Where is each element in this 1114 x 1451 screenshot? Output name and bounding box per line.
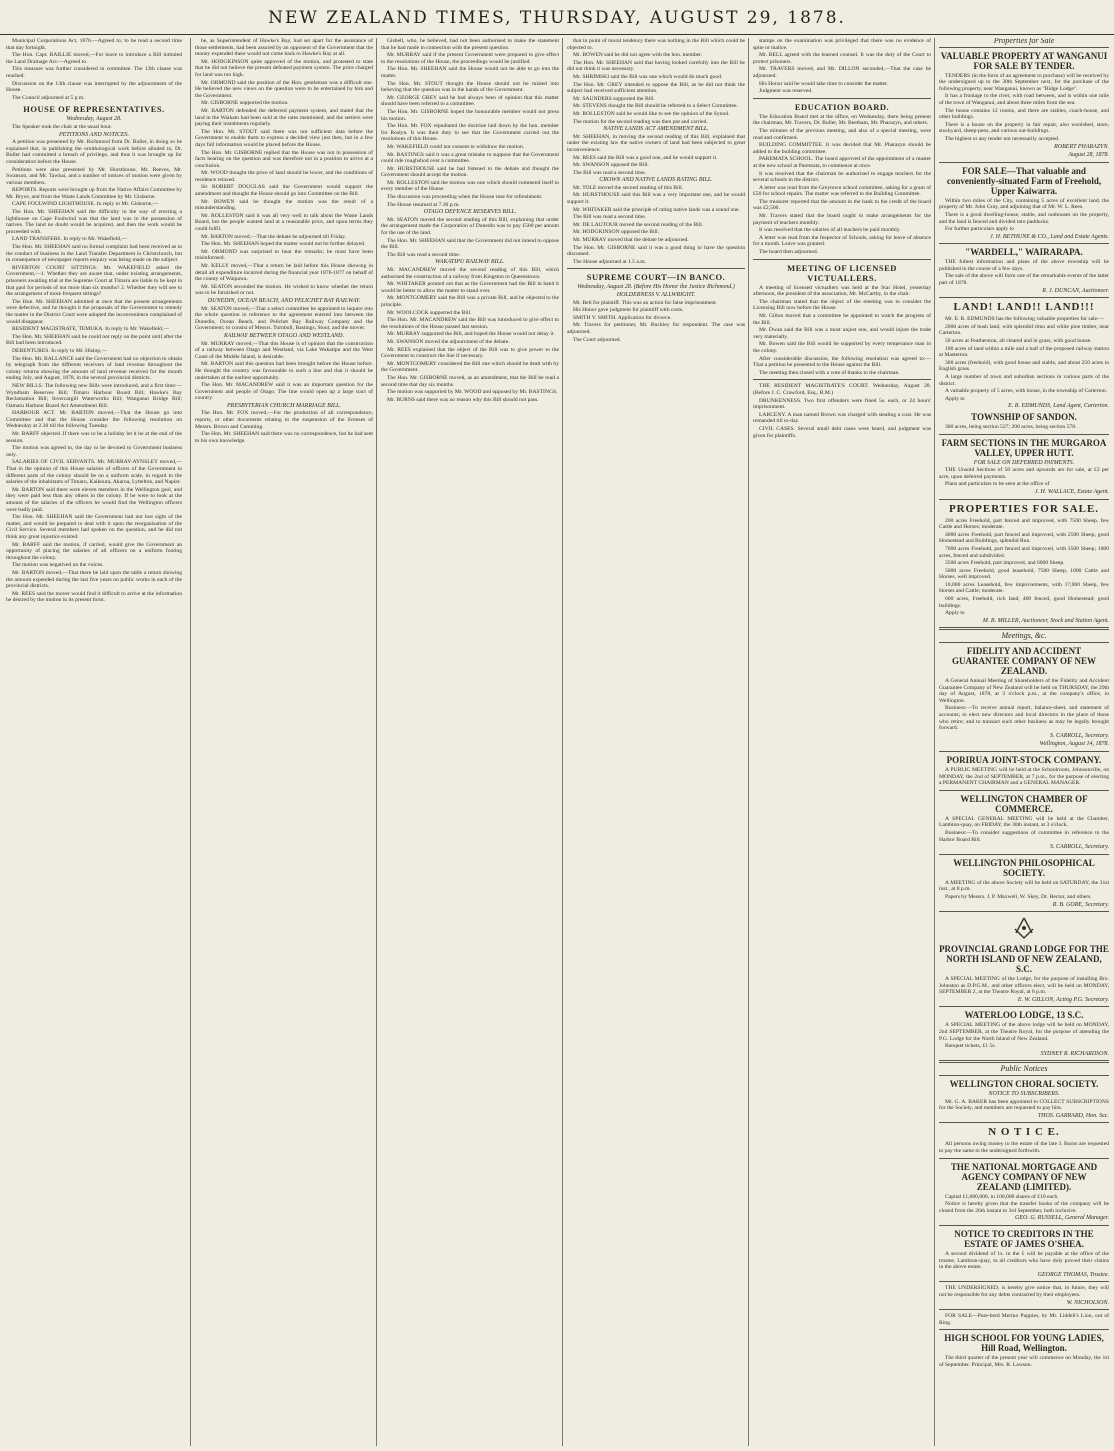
article-paragraph: His Honor said he would take time to consider the matter. [759, 80, 889, 87]
article-paragraph: The Hon. Mr. STOUT thought the House should not be misled into believing that the question was in the hands of the Government. [381, 80, 559, 94]
article-paragraph: Mr. WOOLCOCK supported the Bill. [387, 309, 472, 316]
ad-signature: W. NICHOLSON. [1066, 1299, 1109, 1306]
article-paragraph: Mr. Dwan said the Bill was a most unjust one, and would injure the trade very materially. [753, 327, 931, 340]
ad-text: There is a good dwelling-house, stable, and outhouses on the property, and the land is fenced and divided into paddocks. [939, 211, 1109, 225]
article-paragraph: The Speaker took the chair at the usual hour. [12, 123, 112, 130]
subsection-heading: PRESBYTERIAN CHURCH MARRIAGE BILL. [227, 402, 341, 409]
article-paragraph: PAREMATA SCHOOL. The board approved of the appointment of a master at the new school at Paremata, to commence at once. [753, 156, 931, 169]
ad-text: Apply to [945, 610, 965, 617]
ad-text: 600 acres, Freehold, rich land, 400 fenced, good Homestead; good buildings. [939, 596, 1109, 609]
ad-text: FOR SALE—Pure-bred Merino Puppies, by Mr. Liddell's Lion, out of Ring. [939, 1313, 1109, 1326]
ad-signature: R. J. DUNCAN, Auctioneer. [1042, 287, 1109, 294]
article-paragraph: A meeting of licensed victuallers was held at the Star Hotel, yesterday afternoon, the president of the association, Mr. McCarthy, in the chair. [753, 284, 931, 298]
article-paragraph: The motion was supported by Mr. WOOD and opposed by Mr. BASTINGS. [387, 389, 558, 396]
ad-title: TOWNSHIP OF SANDON. [971, 411, 1077, 422]
column-2 [190, 38, 377, 1446]
divider [939, 434, 1109, 435]
article-paragraph: Mr. KELLY moved,—That a return be laid before this House showing in detail all expenditure incurred during the financial year 1876-1877 on behalf of the county of Waipawa. [195, 263, 373, 283]
masonic-emblem-icon [1011, 915, 1037, 941]
article-paragraph: CAPE FOULWIND LIGHTHOUSE. In reply to Mr. Gisborne,— [12, 201, 159, 208]
divider [939, 1122, 1109, 1123]
article-paragraph: Mr. SEATON seconded the motion. He wished to know whether the return was to be furnished or not. [195, 283, 373, 297]
article-paragraph: Mr. BOWEN said he did not agree with the hon. member. [573, 52, 703, 59]
article-paragraph: Mr. MACANDREW moved the second reading of this Bill, which authorised the construction of a railway from Kingston to Queenstown. [381, 267, 559, 280]
article-paragraph: The Hon. Mr. GISBORNE hoped the honourable member would not press his motion. [381, 108, 559, 122]
subsection-heading: WAKATIPU RAILWAY BILL. [435, 259, 505, 266]
article-paragraph: Mr. MONTGOMERY considered the Bill one which should be dealt with by the Government. [381, 360, 559, 374]
ad-text: The third quarter of the present year will commence on Monday, the 1st of September. Principal, Mrs. R. Lawson. [939, 1355, 1109, 1368]
article-paragraph: Mr. TRAVERS moved, and Mr. DILLON seconded,—That the case be adjourned. [753, 66, 931, 79]
divider [939, 499, 1109, 500]
article-paragraph: The Bill was read a second time. [387, 251, 461, 258]
article-paragraph: Mr. Travers stated that the board ought to make arrangements for the payment of teachers monthly. [753, 213, 931, 226]
article-paragraph: The Hon. Mr. SHEEHAN said there was no correspondence, but he had sent to his own knowledge. [195, 431, 373, 444]
article-paragraph: Mr. ROLLESTON said the motion was one which should commend itself to every member of the House. [381, 179, 559, 193]
subsection-heading: DUNEDIN, OCEAN BEACH, AND PELICHET BAY RAILWAY. [207, 297, 361, 304]
ad-text: A large number of town and suburban sections in various parts of the district. [939, 374, 1109, 387]
article-paragraph: The Hon. Mr. SHEEHAN said he could not reply on the point until after the Bill had been introduced. [6, 333, 182, 347]
article-paragraph: that in point of moral tendency there was nothing in the Bill which could be objected to. [567, 38, 745, 51]
divider [939, 790, 1109, 791]
divider [939, 1329, 1109, 1330]
article-paragraph: The Hon. Mr. SHEEHAN said that the Government did not intend to oppose the Bill. [381, 237, 559, 251]
article-paragraph: Mr. ORMOND said the position of the Hon. gentleman was a difficult one. He believed the new views on the question were to be entertained by him and the Government. [195, 79, 373, 99]
article-paragraph: The motion was negatived on the voices. [12, 562, 104, 569]
ad-text: 5000 acres Freehold, good leasehold, 7500 Sheep, 1000 Cattle and Horses, well improved. [939, 567, 1109, 581]
article-paragraph: The meeting then closed with a vote of thanks to the chairman. [759, 369, 900, 376]
article-paragraph: Mr. DE LAUTOUR moved the second reading of the Bill. [573, 221, 704, 228]
ads-section-heading: Properties for Sale [939, 38, 1109, 48]
ad-title: FOR SALE—That valuable and conveniently-situated Farm of Freehold, Upper Kaiwarra. [946, 165, 1102, 196]
ad-signature: S. CARROLL, Secretary. [1050, 732, 1109, 739]
ad-text: A valuable property of 5 acres, with house, in the township of Carterton. [945, 388, 1108, 395]
ad-title: THE NATIONAL MORTGAGE AND AGENCY COMPANY OF NEW ZEALAND (LIMITED). [950, 1161, 1098, 1192]
divider [939, 162, 1109, 163]
article-paragraph: SALARIES OF CIVIL SERVANTS. Mr. MURRAY-AYNSLEY moved,—That in the opinion of this House salaries of officers of the Government in different parts of the colony should be on a uniform scale, in regard to the salaries of the inhabitants of Timaru, Kaikoura, Akaroa, Lyttelton, and Napier. [6, 459, 182, 486]
ad-text: Capital £1,000,000, in 100,000 shares of £10 each. [945, 1193, 1059, 1200]
article-paragraph: Mr. SEATON moved the second reading of this Bill, explaining that under the arrangement made the Corporation of Dunedin was to pay £500 per annum for the use of the land. [381, 216, 559, 237]
article-paragraph: The Hon. Mr. SHEEHAN admitted at once that the present arrangements were defective, and he thought it the proposals of the Government to remedy the matter in the District Court were adopted the inconvenience complained of would disappear. [6, 298, 182, 325]
ad-text: Within two miles of the City, containing 5 acres of excellent land, the property of Mr. John Gray, and adjoining that of Mr. W. L. Rees. [939, 197, 1109, 211]
article-paragraph: The minutes of the previous meeting, and also of a special meeting, were read and confirmed. [753, 127, 931, 141]
ad-title: WELLINGTON PHILOSOPHICAL SOCIETY. [953, 857, 1095, 878]
ad-signature: E. R. EDMUNDS, Land Agent, Carterton. [1008, 403, 1109, 410]
divider [753, 98, 931, 99]
ad-title: NOTICE TO CREDITORS IN THE ESTATE OF JAMES O'SHEA. [954, 1228, 1094, 1249]
article-paragraph: The Hon. Mr. SHEEHAN said that having looked carefully into the Bill he did not think it was necessary. [567, 59, 745, 73]
article-paragraph: The motion for the second reading was then put and carried. [573, 118, 708, 125]
ad-title: PROPERTIES FOR SALE. [948, 502, 1100, 515]
ad-title: PORIRUA JOINT-STOCK COMPANY. [946, 754, 1102, 765]
article-paragraph: Mr. HURSTHOUSE said this Bill was a very important one, and he would support it. [567, 192, 745, 206]
article-paragraph: Mr. BARTON defended the deferred payment system, and stated that the land in the Waikato had been sold at the rates mentioned, and the settlers were paying their instalments regularly. [195, 107, 373, 128]
article-paragraph: Mr. STEVENS thought the Bill should be referred to a Select Committee. [573, 103, 738, 110]
article-paragraph: Mr. Bell for plaintiff. This was an action for false imprisonment. [573, 299, 718, 306]
article-paragraph: A letter was read from the Greytown school committee, asking for a grant of £50 for school repairs. The matter was referred to the Building Committee. [753, 184, 931, 198]
article-paragraph: The Court adjourned. [573, 336, 622, 343]
ad-text: Banquet tickets, £1 5s. [945, 1043, 996, 1050]
article-paragraph: BUILDING COMMITTEE. It was decided that Mr. Pharazyn should be added to the building committee. [753, 142, 931, 155]
article-paragraph: Mr. BARTON moved,—That the debate be adjourned till Friday. [201, 233, 347, 240]
ad-text: A SPECIAL MEETING of the Lodge, for the purpose of installing Bro. Johnston as D.P.G.M., and other officers elect, will be held on MONDAY, SEPTEMBER 2, at the Theatre Royal, at 8 p.m. [939, 976, 1109, 996]
article-paragraph: The Hon. Mr. STOUT said there was not sufficient data before the Government to enable them to express a decided view just then, but in a few days full information would be placed before the House. [195, 128, 373, 148]
ad-text: 2000 acres of bush land, with splendid rimu and white pine timber, near Carterton. [939, 323, 1109, 337]
ad-text: THE fullest information and plans of the above township will be published in the course of a few days. [939, 259, 1109, 272]
ad-signature: ROBERT PHARAZYN. [1054, 143, 1109, 150]
article-paragraph: REPORTS. Reports were brought up from the Native Affairs Committee by Mr. Bryce, and from the Waste Lands Committee by Mr. Gisborne. [6, 187, 182, 200]
subsection-heading: OTAGO DEFENCE RESERVES BILL. [423, 209, 517, 216]
subsection-heading: PETITIONS AND NOTICES. [58, 131, 130, 138]
divider [939, 1225, 1109, 1226]
ad-text: 50 acres at Featherston, all cleared and in grass, with good house. [945, 338, 1092, 345]
article-paragraph: Mr. ROLLESTON said it was all very well to talk about the Waste Lands Board, but the people wanted land at a reasonable price, and upon terms they could fulfil. [195, 212, 373, 233]
article-paragraph: Mr. Bowen said the Bill would be supported by every temperance man in the colony. [753, 341, 931, 354]
ad-text: THE Unsold Sections of 50 acres and upwards are for sale, at £2 per acre, upon deferred payments. [939, 467, 1109, 480]
ad-text: A MEETING of the above Society will be held on SATURDAY, the 31st inst., at 8 p.m. [939, 879, 1109, 893]
article-paragraph: A petition was presented by Mr. Richmond from Dr. Buller, in doing so he explained that, in publishing the ornithological work before alluded to, Dr. Buller had committed a breach of privilege, and thus it was brought up for consideration before the House. [6, 139, 182, 165]
ad-date: August 28, 1878. [1068, 152, 1109, 159]
article-paragraph: Mr. WHITAKER said the principle of rating native lands was a sound one. [573, 206, 740, 213]
divider [939, 1060, 1109, 1063]
ad-text: There is a house on the property in fair repair, also woolshed, store, stockyard, sheep-pens, and various out-buildings. [939, 121, 1109, 135]
article-paragraph: Mr. TOLE moved the second reading of this Bill. [573, 184, 684, 191]
divider [753, 259, 931, 260]
article-paragraph: stamps on the examination was privileged that there was no evidence of spite or malice. [753, 38, 931, 51]
ad-signature: THOS. GARRARD, Hon. Sec. [1037, 1112, 1109, 1119]
article-paragraph: Judgment was reserved. [759, 88, 813, 95]
ad-text: 200 acres Freehold, part fenced and improved, with 7500 Sheep, few Cattle and Horses; moderate. [939, 517, 1109, 531]
article-paragraph: Mr. BARTON moved,—That there be laid upon the table a return showing the amount expended during the last five years on public works in each of the provincial districts. [6, 569, 182, 590]
article-paragraph: Mr. HODGKINSON opposed the Bill. [573, 229, 660, 236]
article-paragraph: The Hon. Mr. FOX repudiated the doctrine laid down by the hon. member for Roslyn. It was their duty to see that the Government carried out the resolutions of this House. [381, 123, 559, 143]
ad-text: A SPECIAL GENERAL MEETING will be held at the Chamber, Lambton-quay, on FRIDAY, the 30th instant, at 3 o'clock. [939, 815, 1109, 829]
ad-text: Business:—To consider suggestions of committee in reference to the Harbor Board Bill. [939, 829, 1109, 843]
article-paragraph: The Hon. Mr. SHEEHAN said no formal complaint had been received as to the conduct of business in the Land Transfer Department in Christchurch, but in consequence of newspaper reports enquiry was being made on the subject. [6, 244, 182, 264]
article-paragraph: The Hon. Mr. GISBORNE replied that the House was not in possession of facts bearing on the question and was therefore not in a position to arrive at a conclusion. [195, 149, 373, 169]
ad-text: TENDERS (in the form of an agreement to purchase) will be received by the undersigned up to the 30th September next, for the purchase of the following property, near Wanganui, known as "Ridge Lodge". [939, 72, 1109, 92]
section-heading: EDUCATION BOARD. [794, 101, 890, 112]
article-paragraph: The Council adjourned at 5 p.m. [12, 94, 85, 101]
article-paragraph: Mr. GISBORNE supported the motion. [201, 100, 289, 107]
newspaper-columns [6, 38, 1108, 1446]
article-paragraph: NEW BILLS. The following new Bills were introduced, and a first time:—Wyndham Reserves Bill; Timaru Harbour Board Bill; Hawke's Bay Reclamation Bill; Invercargill Waterworks Bill; Wanganui Bridge Bill; Oamaru Harbour Board Act Amendment Bill. [6, 382, 182, 409]
article-paragraph: Mr. HODGKINSON quite approved of the motion, and protested to state that he did not believe the present defeated payment system. The price charged for land was too high. [195, 58, 373, 78]
column-6-advertisements [934, 38, 1109, 1446]
article-paragraph: The House adjourned at 1.5 a.m. [573, 258, 647, 265]
article-paragraph: The Hon. Mr. BALLANCE said the Government had no objection to obtain by telegraph from the different receivers of land revenue throughout the colony returns showing the amount of land revenue received for the month ending July, and August, 1878, in the several provincial districts. [6, 355, 182, 382]
ad-text: 300 acres (freehold), with good house and stable, and about 250 acres in English grass. [939, 359, 1109, 373]
article-paragraph: Municipal Corporations Act, 1876.—Agreed to; to be read a second time that day fortnight. [6, 38, 182, 51]
article-paragraph: Mr. MONTGOMERY said the Bill was a private Bill, and he objected to the principle. [381, 295, 559, 308]
ad-text: 7000 acres Freehold, part fenced and improved, with 3500 Sheep; 1000 acres, fenced and subdivided. [939, 545, 1109, 559]
article-paragraph: SMITH V. SMITH. Application for divorce. [573, 314, 672, 321]
article-paragraph: Sir ROBERT DOUGLAS said the Government would support the amendment and thought the House should go into Committee on the Bill. [195, 184, 373, 198]
divider [939, 243, 1109, 244]
ad-signature: R. B. GORE, Secretary. [1052, 901, 1109, 908]
article-paragraph: The Hon. Mr. MACANDREW said the Bill was introduced to give effect to the resolutions of the House passed last session. [381, 317, 559, 330]
section-date: Wednesday, August 28. [66, 116, 122, 123]
column-3 [376, 38, 563, 1446]
ad-text: It has a frontage to the river, with road between, and is within one mile of the town of Wanganui, and about three miles from the sea. [939, 93, 1109, 106]
masthead [0, 0, 1114, 35]
article-paragraph: The Hon. Mr. GISBORNE moved, as an amendment, that the Bill be read a second time that day six months. [381, 374, 559, 388]
article-paragraph: The Hon. Mr. SHEEHAN said the House would not be able to go into the matter. [381, 66, 559, 79]
case-heading: HOLDERNESS V. ALLWRIGHT. [616, 292, 696, 298]
divider [939, 1309, 1109, 1310]
article-paragraph: A letter was read from the Inspector of Schools, asking for leave of absence for a month. Leave was granted. [753, 234, 931, 248]
ad-text: 3500 acres Freehold, part improved, and 6000 Sheep. [945, 560, 1065, 567]
ad-title: WATERLOO LODGE, 13 S.C. [964, 1010, 1084, 1021]
article-paragraph: Mr. ORMOND was surprised to hear the remarks; he must have been misinformed. [195, 248, 373, 262]
article-paragraph: Mr. HURSTHOUSE said he had listened to the debate and thought the Government should accept the motion. [381, 165, 559, 179]
subsection-heading: NATIVE LANDS ACT AMENDMENT BILL. [603, 126, 709, 133]
article-paragraph: Mr. SHEEHAN, in moving the second reading of this Bill, explained that under the existing law the native owners of land had been subjected to great inconvenience. [567, 133, 745, 153]
divider [939, 854, 1109, 855]
article-paragraph: Petitions were also presented by Mr. Hursthouse, Mr. Reeves, Mr. Swanson, and Mr. Tawhai, and a number of notices of motion were given by various members. [6, 166, 182, 186]
ad-subtitle: NOTICE TO SUBSCRIBERS. [988, 1091, 1060, 1098]
article-paragraph: The Hon. Mr. GREY intended to oppose the Bill, as he did not think the subject had received sufficient attention. [567, 81, 745, 95]
ad-text: For further particulars apply to [945, 226, 1014, 233]
ad-title: WELLINGTON CHAMBER OF COMMERCE. [960, 793, 1088, 814]
ad-text: Business:—To receive annual report, balance-sheet, and statement of accounts; to elect new directors and local directors in the place of those who retire; and to transact such other business as may be legally brought forward. [939, 705, 1109, 732]
ad-text: A second dividend of 1s. in the £ will be payable at the office of the trustee, Lambton-quay, to all creditors who have duly proved their claims in the above estate. [939, 1250, 1109, 1271]
article-paragraph: Mr. Gillon moved that a committee be appointed to watch the progress of the Bill. [753, 313, 931, 326]
article-paragraph: LARCENY. A man named Brown was charged with stealing a coat. He was remanded till to-day. [753, 411, 931, 425]
ad-text: A General Annual Meeting of Shareholders of the Fidelity and Accident Guarantee Company of New Zealand will be held on THURSDAY, the 29th day of August, 1878, at 3 o'clock p.m., at the company's office, in Wellington. [939, 678, 1109, 704]
article-paragraph: The discussion was proceeding when the House rose for refreshment. [387, 194, 543, 201]
article-paragraph: Mr. BARTON said there were eleven members in the Wellington gaol, and they were paid less than any others in the colony. If he were to look at the amount of the salaries of the officers he would find the Wellington officers were badly paid. [6, 486, 182, 513]
article-paragraph: After considerable discussion, the following resolution was agreed to:—That a petition be presented to the House against the Bill. [753, 355, 931, 369]
article-paragraph: he, as Superintendent of Hawke's Bay, had set apart for the assistance of those settlements, had been assured by an opponent of the Government that the money expended there would not come back to Hawke's Bay at all. [195, 38, 373, 58]
article-paragraph: The Hon. Mr. GISBORNE said it was a good thing to have the question discussed. [567, 244, 745, 258]
article-paragraph: The Hon. Mr. SHEEHAN hoped the matter would not be further delayed. [201, 241, 366, 248]
divider [939, 627, 1109, 630]
newspaper-title: NEW ZEALAND TIMES, THURSDAY, AUGUST 29, 1878. [268, 8, 846, 28]
column-5 [748, 38, 935, 1446]
article-paragraph: LAND TRANSFERS. In reply to Mr. Wakefield,— [12, 236, 128, 243]
ad-signature: GEORGE THOMAS, Trustee. [1037, 1271, 1109, 1278]
section-heading: SUPREME COURT—IN BANCO. [586, 272, 726, 283]
ad-subtitle: FOR SALE ON DEFERRED PAYMENTS. [973, 459, 1075, 466]
article-paragraph: Mr. REES said the mover would find it difficult to arrive at the information he desired by the motion in its present form. [6, 590, 182, 604]
article-paragraph: The chairman stated that the object of the meeting was to consider the Licensing Bill now before the House. [753, 298, 931, 312]
article-paragraph: Mr. GEORGE GREY said he had always been of opinion that this matter should have been referred to a committee. [381, 94, 559, 108]
article-paragraph: The treasurer reported that the amount in the bank to the credit of the board was £2,500. [753, 198, 931, 212]
article-paragraph: The board then adjourned. [759, 249, 819, 256]
ad-title: VALUABLE PROPERTY AT WANGANUI FOR SALE BY TENDER. [940, 50, 1108, 71]
ad-text: A SPECIAL MEETING of the above lodge will be held on MONDAY, 2nd SEPTEMBER, at the Theatre Royal, for the purpose of attending the P.G. Lodge for the North Island of New Zealand. [939, 1022, 1109, 1042]
meetings-section-heading: Meetings, &c. [939, 633, 1109, 643]
article-paragraph: Mr. MURRAY supported the Bill, and hoped the House would not delay it. [387, 331, 555, 338]
article-paragraph: The Education Board met at the office, on Wednesday, there being present the chairman, Mr. Travers, Dr. Buller, Mr. Beetham, Mr. Pharazyn, and others. [753, 113, 931, 127]
article-paragraph: HARBOUR ACT. Mr. BARTON moved,—That the House go into Committee and that the House consider the following resolution on Wednesday at 2.30 till the following Tuesday. [6, 410, 182, 430]
ad-text: 4000 acres Freehold, part fenced and improved, with 2500 Sheep, good Homestead and Buildings, splendid Run. [939, 531, 1109, 545]
ad-text: Apply to [945, 395, 965, 402]
divider [939, 751, 1109, 752]
article-paragraph: The House resumed at 7.30 p.m. [387, 201, 460, 208]
ad-text: All persons owing money to the estate of the late J. Burns are requested to pay the same to the undersigned forthwith. [939, 1141, 1109, 1154]
ad-signature: E. W. GILLON, Acting P.G. Secretary. [1017, 996, 1109, 1003]
divider [939, 911, 1109, 912]
article-paragraph: Mr. MURRAY moved that the debate be adjourned. [573, 237, 689, 244]
ad-title: N O T I C E. [988, 1126, 1060, 1139]
divider [753, 379, 931, 380]
article-paragraph: Mr. SHRIMSKI said the Bill was one which would do much good. [573, 73, 723, 80]
ad-text: 100 acres of land within a mile and a half of the proposed railway station at Masterton. [939, 345, 1109, 359]
article-paragraph: The motion was agreed to, the day to be devoted to Government business only. [6, 445, 182, 458]
ad-signature: M. R. MILLER, Auctioneer, Stock and Station Agent. [982, 617, 1109, 624]
article-paragraph: DEBENTURES. In reply to Mr. Hislop,— [12, 347, 108, 354]
article-paragraph: The Bill was read a second time. [573, 214, 647, 221]
divider [939, 1281, 1109, 1282]
article-paragraph: Mr. ROLLESTON said he would like to see the opinion of the Synod. [573, 110, 730, 117]
ad-text: THE UNDERSIGNED, is hereby give notice that, in future, they will not be responsible for any debts contracted by their employees. [939, 1285, 1109, 1298]
article-paragraph: Gisbell, who, he believed, had not been authorised to make the statement that he had made in connection with the present question. [381, 38, 559, 51]
ad-signature: SYDNEY R. RICHARDSON. [1040, 1050, 1109, 1057]
article-paragraph: CIVIL CASES. Several small debt cases were heard, and judgment was given for plaintiffs. [753, 425, 931, 439]
ad-text: A PUBLIC MEETING will be held at the Schoolroom, Johnsonville, on MONDAY, the 2nd of SEPTEMBER, at 7 p.m., for the purpose of electing a PERMANENT CHAIRMAN and a GENERAL MANAGER. [939, 766, 1109, 787]
article-paragraph: RIVERTON COURT SITTINGS. Mr. WAKEFIELD asked the Government,—1. Whether they are aware that, under existing arrangements, prisoners awaiting trial at the Supreme Court at Timaru are liable to be kept in that gaol for periods of not more than six months? 2. Whether they will see to the arrangement of more frequent sittings? [6, 264, 182, 298]
ad-signature: J. H. WALLACE, Estate Agent. [1034, 488, 1109, 495]
article-paragraph: Mr. Travers for petitioner, Mr. Buckley for respondent. The case was adjourned. [567, 322, 745, 335]
ad-title: FIDELITY AND ACCIDENT GUARANTEE COMPANY OF NEW ZEALAND. [952, 646, 1096, 677]
ad-text: Mr. G. A. BAKER has been appointed to COLLECT SUBSCRIPTIONS for the Society, and members are requested to pay him. [939, 1098, 1109, 1112]
ad-text: The house contains 12 rooms, and there are stables, coach-house, and other buildings. [939, 107, 1109, 121]
divider [939, 1158, 1109, 1159]
article-paragraph: Mr. BASTINGS said it was a great mistake to suppose that the Government could ride roughshod over a committee. [381, 151, 559, 165]
section-heading: MEETING OF LICENSED VICTUALLERS. [787, 262, 897, 283]
ad-text: Plans and particulars to be seen at the office of [945, 481, 1050, 488]
subsection-heading: CROWN AND NATIVE LANDS RATING BILL. [599, 177, 713, 184]
section-heading: HOUSE OF REPRESENTATIVES. [23, 104, 165, 115]
article-paragraph: THE RESIDENT MAGISTRATE'S COURT. Wednesday, August 28. (Before J. C. Crawford, Esq., R.M.) [753, 383, 931, 396]
article-paragraph: RESIDENT MAGISTRATE, TEMUKA. In reply to Mr. Wakefield,— [12, 326, 169, 333]
ad-signature: J. H. BETHUNE & CO., Land and Estate Agents. [989, 233, 1109, 240]
divider [939, 297, 1109, 298]
ad-title: WELLINGTON CHORAL SOCIETY. [949, 1079, 1099, 1090]
article-paragraph: Mr. BELL agreed with the learned counsel. It was the duty of the Court to protect prisoners. [753, 52, 931, 65]
article-paragraph: The Hon. Capt. BAILLIE moved,—For leave to introduce a Bill intituled the Land Drainage Act.—Agreed to. [6, 52, 182, 65]
article-paragraph: Mr. WHITAKER pointed out that as the Government had the Bill in hand it would be better to allow the matter to stand over. [381, 281, 559, 294]
column-4 [562, 38, 749, 1446]
ad-text: Mr. E. R. EDMUNDS has the following valuable properties for sale:— [945, 316, 1105, 323]
article-paragraph: The Hon. Mr. SHEEHAN said the difficulty in the way of erecting a lighthouse on Cape Foulwind was that the land was in the possession of natives. The land no doubt would be acquired, and then the work would be proceeded with. [6, 209, 182, 235]
article-paragraph: DRUNKENNESS. Two first offenders were fined 5s. each, or 24 hours' imprisonment. [753, 397, 931, 411]
article-paragraph: Mr. SEATON moved,—That a select committee be appointed to inquire into the whole question in reference to the agreement entered into between the Dunedin, Ocean Beach, and Pelichet Bay Railway Company and the Government; to consist of Messrs. Turnbull, Bastings, Stout, and the mover. [195, 305, 373, 332]
ad-title: HIGH SCHOOL FOR YOUNG LADIES, Hill Road, Wellington. [944, 1333, 1104, 1354]
article-paragraph: The Hon. Mr. MACANDREW said it was an important question for the Government and people of Otago. The line would open up a large tract of country. [195, 382, 373, 402]
article-paragraph: The Hon. Mr. SHEEHAN said the Government had not lost sight of the matter, and would be prepared to deal with it upon the reorganisation of the Civil Service. Several members had spoken on the question, and he did not think any great injustice existed. [6, 514, 182, 540]
article-paragraph: This measure was further considered in committee. The 13th clause was reached. [6, 66, 182, 79]
article-paragraph: Mr. MURRAY said if the present Government were prepared to give effect to the resolutions of the House, the proceedings would be justified. [381, 52, 559, 65]
column-1 [6, 38, 186, 1446]
article-paragraph: His Honor gave judgment for plaintiff with costs. [573, 307, 684, 314]
article-paragraph: Mr. BARFF objected. If there was to be a holiday let it be at the end of the session. [6, 431, 182, 444]
article-paragraph: Mr. BARFF said the motion, if carried, would give the Government an opportunity of placing the salaries of all officers on a uniform footing throughout the colony. [6, 541, 182, 561]
article-paragraph: Discussion on the 13th clause was interrupted by the adjournment of the House. [6, 80, 182, 94]
article-paragraph: Mr. BOWEN said he thought the motion was the result of a misunderstanding. [195, 198, 373, 212]
article-paragraph: It was resolved that the chairman be authorised to engage teachers for the several schools in the district. [753, 170, 931, 184]
article-paragraph: Mr. REES explained that the object of the Bill was to give power to the Government to construct the line if necessary. [381, 346, 559, 360]
article-paragraph: Mr. BARTON said this question had been brought before the House before. He thought the country was favourable to such a line and that it should be undertaken at the earliest opportunity. [195, 361, 373, 381]
article-paragraph: Mr. SWANSON opposed the Bill. [573, 162, 649, 169]
ad-signature: GEO. G. RUSSELL, General Manager. [1015, 1215, 1109, 1222]
divider [567, 268, 745, 269]
ad-title: PROVINCIAL GRAND LODGE FOR THE NORTH ISLAND OF NEW ZEALAND, S.C. [939, 944, 1109, 975]
notices-section-heading: Public Notices [939, 1066, 1109, 1076]
article-paragraph: Mr. BURNS said there was no reason why this Bill should not pass. [387, 396, 539, 403]
ad-date: Wellington, August 14, 1878. [1039, 741, 1109, 748]
subsection-heading: RAILWAY BETWEEN OTAGO AND WESTLAND. [224, 332, 344, 339]
article-paragraph: Mr. WOOD thought the price of land should be lower, and the conditions of residence relaxed. [195, 170, 373, 183]
ad-text: The sale of the above will form one of the remarkable events of the latter part of 1878. [939, 273, 1109, 287]
article-paragraph: It was resolved that the salaries of all teachers be paid monthly. [759, 227, 901, 234]
ad-text: Notice is hereby given that the transfer books of the company will be closed from the 26th instant to 3rd September, both inclusive. [939, 1201, 1109, 1214]
ad-text: 300 acres, being section 527; 200 acres, being section 578. [945, 423, 1077, 430]
ad-text: Papers by Messrs. J. P. Maxwell, W. Skey, Dr. Hector, and others. [945, 893, 1092, 900]
article-paragraph: Mr. SWANSON moved the adjournment of the debate. [387, 338, 510, 345]
section-date: Wednesday, August 28. (Before His Honor the Justice Richmond.) [577, 284, 735, 291]
ad-title: LAND! LAND!! LAND!!! [953, 301, 1095, 314]
ad-title: "WARDELL," WAIRARAPA. [965, 247, 1083, 258]
article-paragraph: The Bill was read a second time. [573, 169, 647, 176]
divider [939, 1006, 1109, 1007]
ad-text: The highest or any tender not necessarily accepted. [945, 135, 1060, 142]
article-paragraph: Mr. REES said the Bill was a good one, and he would support it. [573, 154, 718, 161]
ad-signature: S. CARROLL, Secretary. [1050, 844, 1109, 851]
article-paragraph: Mr. WAKEFIELD could not consent to withdraw the motion. [387, 143, 525, 150]
ad-text: 10,000 acres Leasehold, few improvements, with 17,000 Sheep, few Horses and Cattle; moderate. [939, 581, 1109, 595]
ad-title: FARM SECTIONS IN THE MURGAROA VALLEY, UPPER HUTT. [941, 437, 1107, 458]
article-paragraph: Mr. SAUNDERS supported the Bill. [573, 95, 655, 102]
article-paragraph: Mr. MURRAY moved,—That this House is of opinion that the construction of a railway between Otago and Westland, via Lake Wakatipu and the West Coast of the Middle Island, is desirable. [195, 340, 373, 360]
article-paragraph: The Hon. Mr. FOX moved,—For the production of all correspondence, reports, or other documents relating to the suspension of the licenses of Messrs. Brown and Cumming. [195, 410, 373, 430]
